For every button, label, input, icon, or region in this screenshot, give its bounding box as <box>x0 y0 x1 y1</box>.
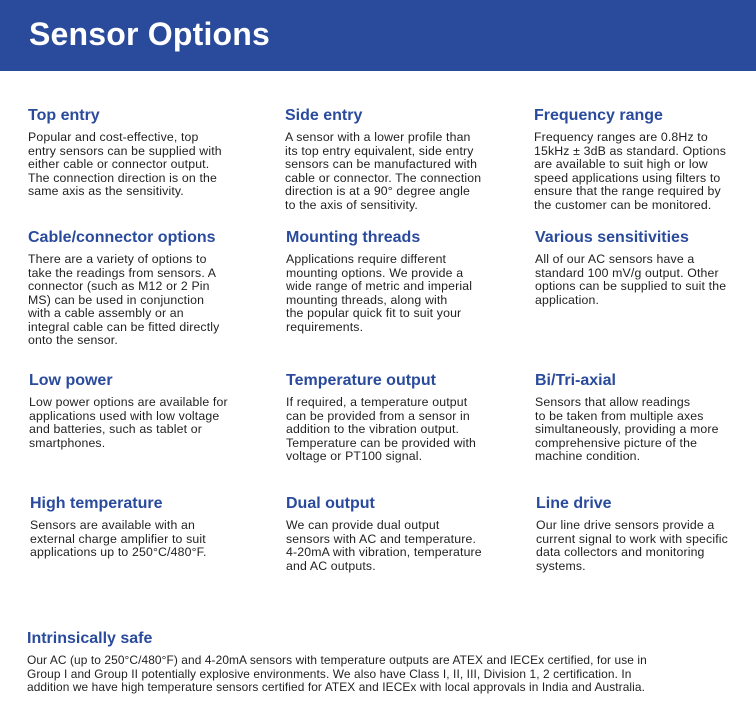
section-heading: Mounting threads <box>286 229 421 246</box>
section-line-drive <box>536 494 754 573</box>
section-body: If required, a temperature output can be provided from a sensor in addition to the vibration output. Temperature can be provided with voltage or PT100 signal. <box>286 395 477 463</box>
section-dual-output <box>286 494 526 573</box>
section-heading: Frequency range <box>534 107 663 124</box>
section-heading: Side entry <box>285 107 363 124</box>
section-side-entry <box>285 106 525 212</box>
section-top-entry <box>28 106 268 199</box>
section-heading: Temperature output <box>286 372 436 389</box>
section-body: Applications require different mounting options. We provide a wide range of metric and imperial mounting threads, along with the popular quick fit to suit your requirements. <box>286 252 473 334</box>
section-mounting-threads <box>286 228 526 334</box>
section-heading: Intrinsically safe <box>27 630 153 647</box>
section-body: We can provide dual output sensors with AC and temperature. 4-20mA with vibration, temperature and AC outputs. <box>286 518 482 573</box>
section-various-sensitivities <box>535 228 753 307</box>
section-body: Frequency ranges are 0.8Hz to 15kHz ± 3dB as standard. Options are available to suit high or low speed applications using filters to ensure that the range required by the customer can be monitored. <box>534 130 727 212</box>
section-low-power <box>29 371 269 450</box>
section-body: All of our AC sensors have a standard 100 mV/g output. Other options can be supplied to suit the application. <box>535 252 727 307</box>
section-body: Low power options are available for applications used with low voltage and batteries, such as tablet or smartphones. <box>29 395 228 450</box>
page-title: Sensor Options <box>29 16 271 52</box>
section-bi-tri-axial <box>535 371 753 464</box>
section-intrinsically-safe <box>27 629 751 695</box>
section-cable-connector-options <box>28 228 268 348</box>
section-frequency-range <box>534 106 752 212</box>
section-heading: Line drive <box>536 495 612 512</box>
section-heading: Top entry <box>28 107 100 124</box>
section-body: A sensor with a lower profile than its top entry equivalent, side entry sensors can be manufactured with cable or connector. The connection direction is at a 90° degree angle to the axis of sensitivity. <box>285 130 482 212</box>
section-heading: Cable/connector options <box>28 229 216 246</box>
section-body: Sensors that allow readings to be taken from multiple axes simultaneously, providing a more comprehensive picture of the machine condition. <box>535 395 719 463</box>
title-banner <box>0 0 756 71</box>
section-temperature-output <box>286 371 526 464</box>
section-high-temperature <box>30 494 270 560</box>
section-body: Sensors are available with an external charge amplifier to suit applications up to 250°C/480°F. <box>30 518 207 559</box>
section-heading: Various sensitivities <box>535 229 689 246</box>
section-heading: Low power <box>29 372 113 389</box>
section-heading: Dual output <box>286 495 375 512</box>
section-heading: Bi/Tri-axial <box>535 372 616 389</box>
section-heading: High temperature <box>30 495 163 512</box>
section-body: Our AC (up to 250°C/480°F) and 4-20mA sensors with temperature outputs are ATEX and IECEx certified, for use in Group I and Group II potentially explosive environments. We also have Class I, II, III, Division 1, 2 certification. In addition we have high temperature sensors certified for ATEX and IECEx with local approvals in India and Australia. <box>27 653 647 694</box>
section-body: Popular and cost-effective, top entry sensors can be supplied with either cable or connector output. The connection direction is on the same axis as the sensitivity. <box>28 130 222 198</box>
section-body: There are a variety of options to take the readings from sensors. A connector (such as M12 or 2 Pin MS) can be used in conjunction with a cable assembly or an integral cable can be fitted directly onto the sensor. <box>28 252 220 347</box>
section-body: Our line drive sensors provide a current signal to work with specific data collectors and monitoring systems. <box>536 518 728 573</box>
